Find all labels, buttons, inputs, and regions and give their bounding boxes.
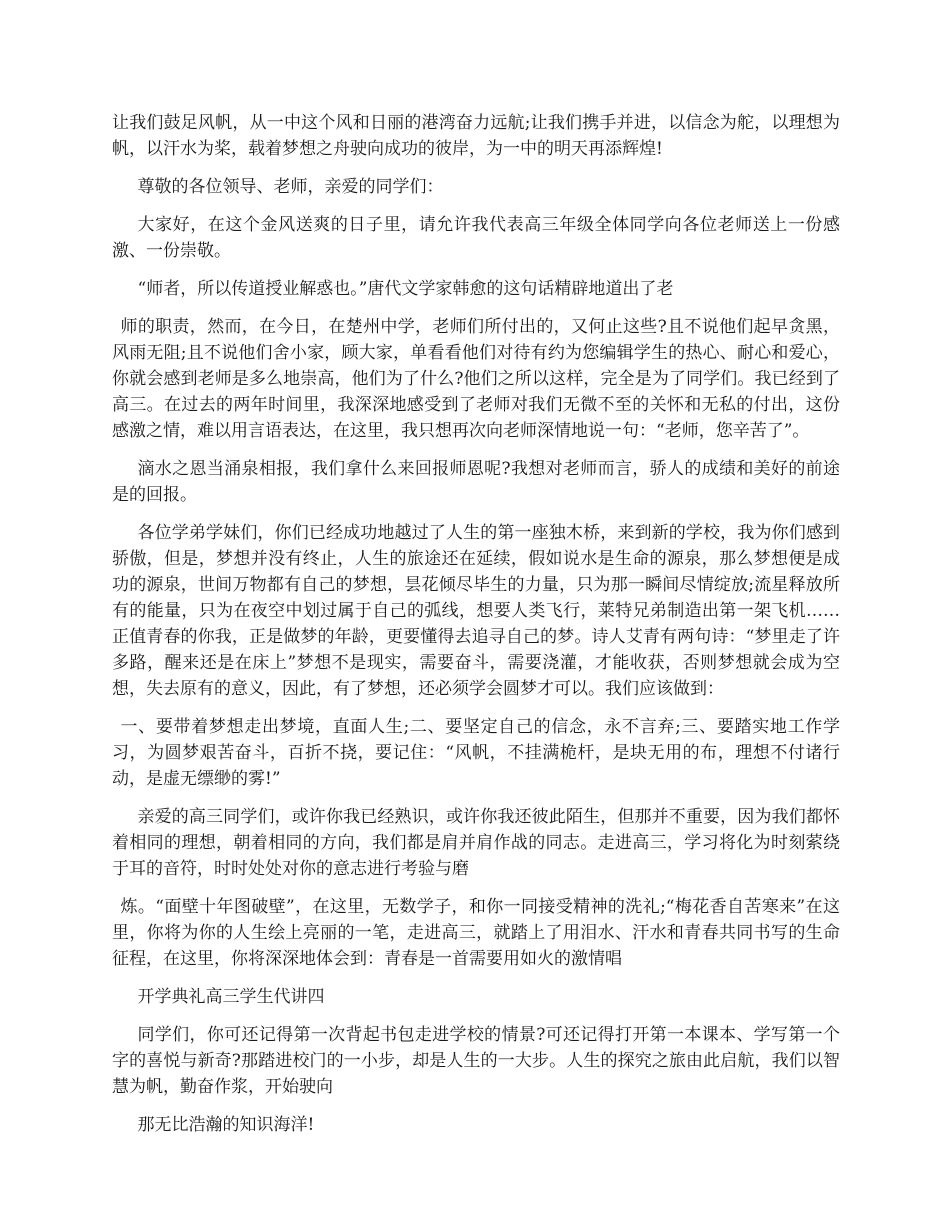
paragraph: 炼。“面壁十年图破壁”，在这里，无数学子，和你一同接受精神的洗礼;“梅花香自苦寒来”在这里，你将为你的人生绘上亮丽的一笔，走进高三，就踏上了用泪水、汗水和青春共同书写的生命征程，在这里，你将深深地体会到：青春是一首需要用如火的激情唱 <box>112 897 840 969</box>
paragraph: “师者，所以传道授业解惑也。”唐代文学家韩愈的这句话精辟地道出了老 <box>137 279 674 299</box>
salutation: 尊敬的各位领导、老师，亲爱的同学们： <box>137 177 444 197</box>
paragraph: 滴水之恩当涌泉相报，我们拿什么来回报师恩呢?我想对老师而言，骄人的成绩和美好的前途是的回报。 <box>112 459 840 505</box>
paragraph: 大家好，在这个金风送爽的日子里，请允许我代表高三年级全体同学向各位老师送上一份感激、一份崇敬。 <box>112 215 840 261</box>
paragraph: 那无比浩瀚的知识海洋! <box>137 1115 315 1135</box>
paragraph: 一、要带着梦想走出梦境，直面人生;二、要坚定自己的信念，永不言弃;三、要踏实地工作学习，为圆梦艰苦奋斗，百折不挠，要记住：“风帆，不挂满桅杆，是块无用的布，理想不付诸行动，是虚无缥缈的雾!” <box>112 717 840 789</box>
document-body <box>112 110 840 1150</box>
paragraph: 同学们，你可还记得第一次背起书包走进学校的情景?可还记得打开第一本课本、学写第一个字的喜悦与新奇?那踏进校门的一小步，却是人生的一大步。人生的探究之旅由此启航，我们以智慧为帆，勤奋作浆，开始驶向 <box>112 1025 840 1097</box>
paragraph: 让我们鼓足风帆，从一中这个风和日丽的港湾奋力远航;让我们携手并进，以信念为舵，以理想为帆，以汗水为桨，载着梦想之舟驶向成功的彼岸，为一中的明天再添辉煌! <box>112 113 840 159</box>
paragraph: 师的职责，然而，在今日，在楚州中学，老师们所付出的，又何止这些?且不说他们起早贪黑，风雨无阻;且不说他们舍小家，顾大家，单看看他们对待有约为您编辑学生的热心、耐心和爱心，你就会感到老师是多么地崇高，他们为了什么?他们之所以这样，完全是为了同学们。我已经到了高三。在过去的两年时间里，我深深地感受到了老师对我们无微不至的关怀和无私的付出，这份感激之情，难以用言语表达，在这里，我只想再次向老师深情地说一句：“老师，您辛苦了”。 <box>112 317 840 441</box>
section-heading: 开学典礼高三学生代讲四 <box>137 987 325 1007</box>
paragraph: 各位学弟学妹们，你们已经成功地越过了人生的第一座独木桥，来到新的学校，我为你们感到骄傲，但是，梦想并没有终止，人生的旅途还在延续，假如说水是生命的源泉，那么梦想便是成功的源泉，世间万物都有自己的梦想，昙花倾尽毕生的力量，只为那一瞬间尽情绽放;流星释放所有的能量，只为在夜空中划过属于自己的弧线，想要人类飞行，莱特兄弟制造出第一架飞机……正值青春的你我，正是做梦的年龄，更要懂得去追寻自己的梦。诗人艾青有两句诗：“梦里走了许多路，醒来还是在床上”梦想不是现实，需要奋斗，需要浇灌，才能收获，否则梦想就会成为空想，失去原有的意义，因此，有了梦想，还必须学会圆梦才可以。我们应该做到： <box>112 523 840 699</box>
paragraph: 亲爱的高三同学们，或许你我已经熟识，或许你我还彼此陌生，但那并不重要，因为我们都怀着相同的理想，朝着相同的方向，我们都是肩并肩作战的同志。走进高三，学习将化为时刻萦绕于耳的音符，时时处处对你的意志进行考验与磨 <box>112 807 840 879</box>
